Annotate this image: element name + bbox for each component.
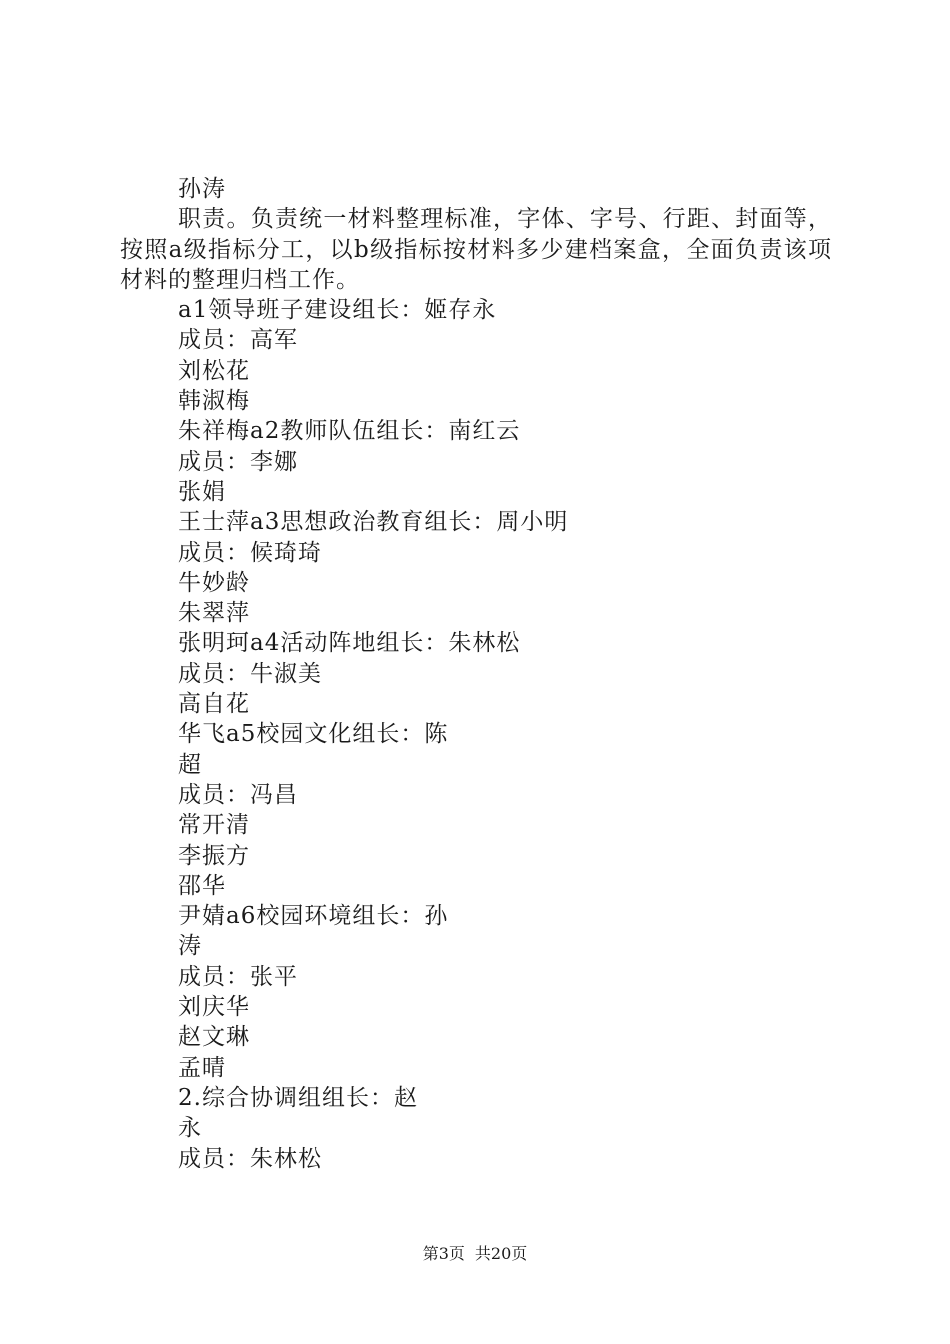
text-line: 王士萍a3思想政治教育组长：周小明 (178, 509, 569, 536)
text-line: 韩淑梅 (178, 388, 250, 415)
text-line: 涛 (178, 933, 202, 960)
text-line: 成员：李娜 (178, 448, 298, 475)
text-line: 成员：牛淑美 (178, 660, 322, 687)
text-line: 赵文琳 (178, 1024, 250, 1051)
document-body (120, 174, 832, 1174)
text-line: 朱祥梅a2教师队伍组长：南红云 (178, 418, 521, 445)
page-footer (0, 1244, 950, 1264)
duty-paragraph: 职责。负责统一材料整理标准，字体、字号、行距、封面等，按照a级指标分工，以b级指标按材料多少建档案盒，全面负责该项材料的整理归档工作。 (120, 206, 832, 293)
text-line: 李振方 (178, 842, 250, 869)
text-line: 高自花 (178, 691, 250, 718)
text-line: 成员：冯昌 (178, 781, 298, 808)
text-line: a1领导班子建设组长：姬存永 (178, 297, 497, 324)
text-line: 张娟 (178, 478, 226, 505)
text-line: 2.综合协调组组长：赵 (178, 1084, 418, 1111)
text-line: 孙涛 (178, 176, 226, 202)
text-line: 永 (178, 1115, 202, 1142)
text-line: 张明珂a4活动阵地组长：朱林松 (178, 630, 521, 657)
text-line: 牛妙龄 (178, 569, 250, 596)
text-line: 朱翠萍 (178, 600, 250, 627)
text-line: 成员：张平 (178, 963, 298, 990)
text-line: 成员：候琦琦 (178, 539, 322, 566)
text-line: 成员：朱林松 (178, 1145, 322, 1172)
text-line: 华飞a5校园文化组长：陈 (178, 721, 449, 748)
page-number: 第3页 (422, 1244, 465, 1263)
page-total: 共20页 (474, 1244, 528, 1263)
text-line: 邵华 (178, 872, 226, 899)
text-line: 成员：高军 (178, 327, 298, 354)
text-line: 常开清 (178, 812, 250, 839)
text-line: 超 (178, 751, 202, 778)
text-line: 孟晴 (178, 1054, 226, 1081)
text-line: 尹婧a6校园环境组长：孙 (178, 903, 449, 930)
text-line: 刘庆华 (178, 994, 250, 1021)
text-line: 刘松花 (178, 357, 250, 384)
